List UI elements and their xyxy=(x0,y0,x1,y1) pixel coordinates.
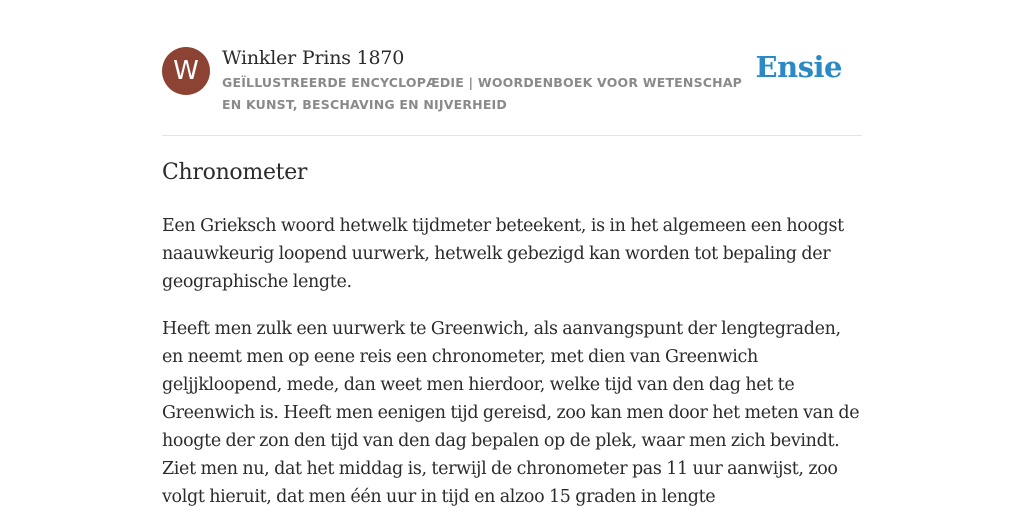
entry-paragraph: Een Grieksch woord hetwelk tijdmeter beteekent, is in het algemeen een hoogst naauwkeurig loopend uurwerk, hetwelk gebezigd kan worden tot bepaling der geographische lengte. xyxy=(162,216,844,292)
entry-title: Chronometer xyxy=(162,160,308,185)
source-subtitle: GEÏLLUSTREERDE ENCYCLOPÆDIE | WOORDENBOEK VOOR WETENSCHAP EN KUNST, BESCHAVING EN NIJVERHEID xyxy=(222,75,743,112)
source-title-block xyxy=(222,45,762,116)
source-title-link[interactable]: Winkler Prins 1870 xyxy=(222,47,405,69)
entry-paragraph: Heeft men zulk een uurwerk te Greenwich, als aanvangspunt der lengtegraden, en neemt men op eene reis een chronometer, met dien van Greenwich geljjkloopend, mede, dan weet men hierdoor, welke tijd van den dag het te Greenwich is. Heeft men eenigen tijd gereisd, zoo kan men door het meten van de hoogte der zon den tijd van den dag bepalen op de plek, waar men zich bevindt. Ziet men nu, dat het middag is, terwijl de chronometer pas 11 uur aanwijst, zoo volgt hieruit, dat men één uur in tijd en alzoo 15 graden in lengte xyxy=(162,319,860,507)
ensie-logo[interactable]: Ensie xyxy=(755,50,842,84)
source-header xyxy=(162,0,862,136)
entry-body xyxy=(162,212,862,512)
page xyxy=(162,0,862,512)
source-avatar[interactable]: W xyxy=(162,47,210,95)
